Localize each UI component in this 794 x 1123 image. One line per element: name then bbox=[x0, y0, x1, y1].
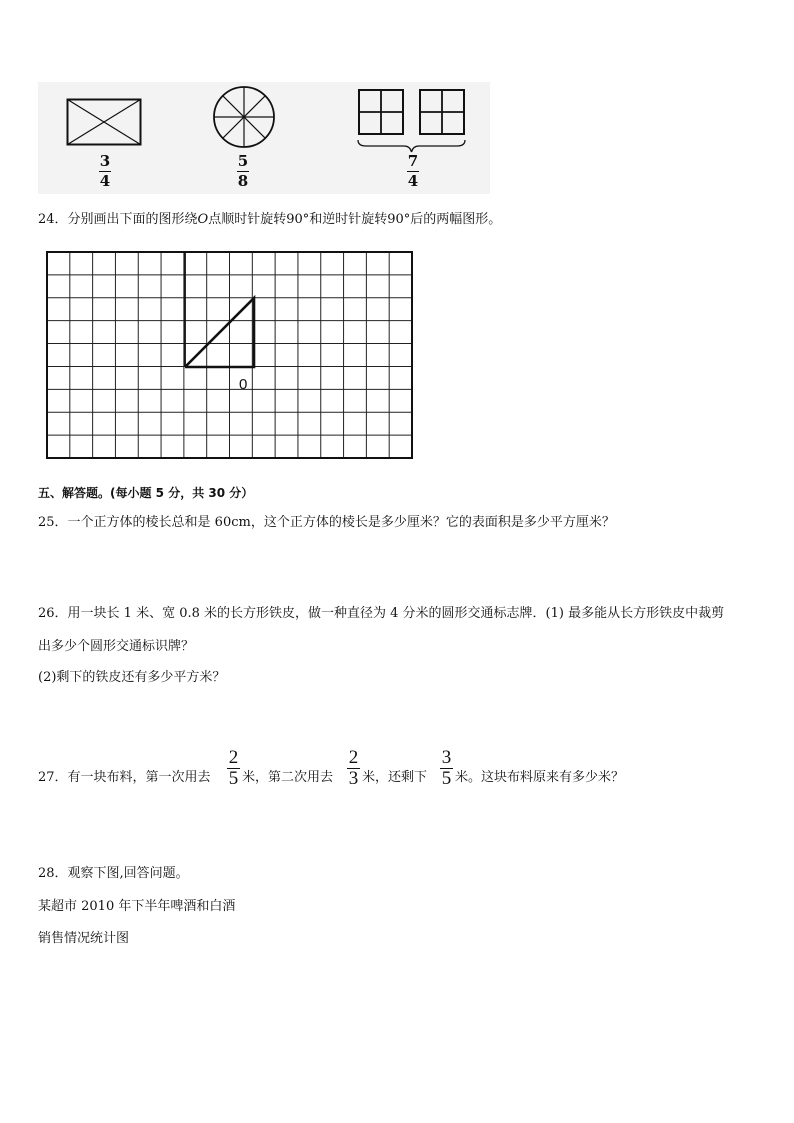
numerator: 7 bbox=[407, 152, 419, 170]
question-28-chart-title-1: 某超市 2010 年下半年啤酒和白酒 bbox=[38, 899, 236, 914]
fraction-figures-strip bbox=[38, 82, 490, 194]
question-28-chart-title-2: 销售情况统计图 bbox=[38, 931, 130, 946]
question-28-line1: 28．观察下图,回答问题。 bbox=[38, 866, 189, 881]
question-26-line2: 出多少个圆形交通标识牌？ bbox=[38, 639, 195, 654]
fraction-7-4 bbox=[407, 154, 419, 189]
two-squares-quartered bbox=[356, 88, 468, 154]
fraction-2-5: 2 5 bbox=[228, 747, 239, 789]
question-26-line3: (2)剩下的铁皮还有多少平方米？ bbox=[38, 670, 226, 685]
question-25: 25．一个正方体的棱长总和是 60cm，这个正方体的棱长是多少厘米？它的表面积是多少平方厘米？ bbox=[38, 515, 615, 530]
fraction-2-3: 2 3 bbox=[348, 747, 359, 789]
numerator: 5 bbox=[237, 152, 249, 170]
o-point-label: 0 bbox=[239, 376, 248, 393]
denominator: 4 bbox=[99, 172, 111, 190]
question-24: 24．分别画出下面的图形绕O点顺时针旋转90°和逆时针旋转90°后的两幅图形。 bbox=[38, 212, 502, 227]
rotation-grid bbox=[44, 249, 416, 461]
section-5-title: 五、解答题。(每小题 5 分，共 30 分） bbox=[38, 486, 254, 500]
fraction-3-4 bbox=[99, 154, 111, 189]
denominator: 8 bbox=[237, 172, 249, 190]
numerator: 3 bbox=[99, 152, 111, 170]
circle-eight-sectors bbox=[212, 85, 276, 149]
question-26-line1: 26．用一块长 1 米、宽 0.8 米的长方形铁皮，做一种直径为 4 分米的圆形交通标志牌．(1) 最多能从长方形铁皮中裁剪 bbox=[38, 606, 725, 621]
denominator: 4 bbox=[407, 172, 419, 190]
fraction-5-8 bbox=[237, 154, 249, 189]
rectangle-with-diagonals bbox=[66, 98, 142, 146]
fraction-3-5: 3 5 bbox=[441, 747, 452, 789]
triangle-shape bbox=[185, 298, 254, 367]
